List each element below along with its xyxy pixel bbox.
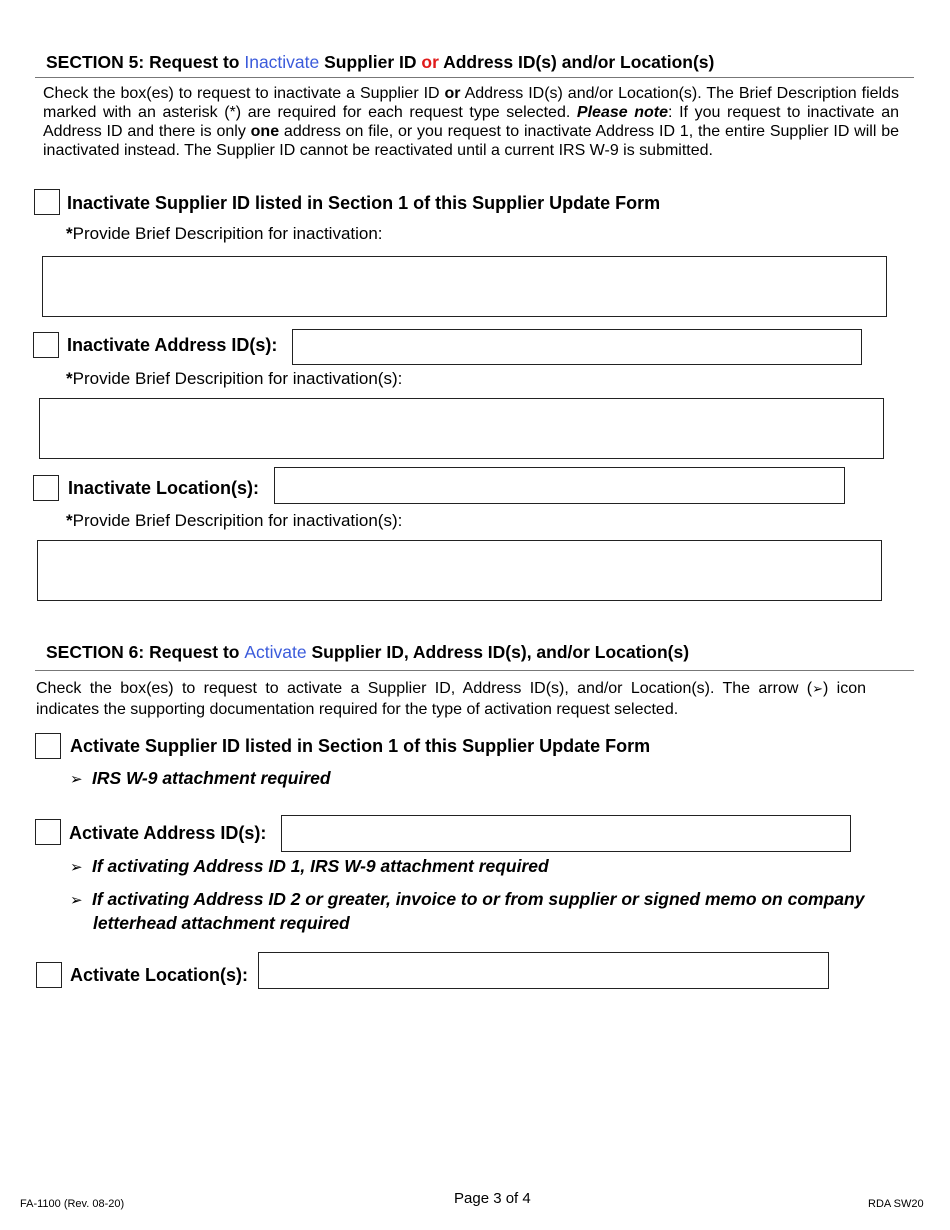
section5-divider bbox=[35, 77, 914, 78]
inactivate-location-label: Inactivate Location(s): bbox=[68, 478, 260, 498]
location-description-field[interactable] bbox=[37, 540, 882, 601]
supplier-requirement-text: IRS W-9 attachment required bbox=[92, 768, 331, 788]
desc-location-label bbox=[66, 511, 402, 531]
section6-intro-pre: Check the box(es) to request to activate a Supplier ID, Address ID(s), and/or Location(s). The arrow ( bbox=[36, 680, 813, 697]
section6-title bbox=[46, 642, 689, 663]
asterisk: * bbox=[66, 224, 73, 243]
activate-address-id-field[interactable] bbox=[281, 815, 851, 852]
arrow-icon: ➢ bbox=[70, 771, 83, 788]
desc-address-text: Provide Brief Descripition for inactivation(s): bbox=[72, 369, 403, 388]
arrow-icon: ➢ bbox=[70, 892, 83, 909]
intro-note-label: Please note bbox=[576, 104, 669, 121]
arrow-icon: ➢ bbox=[812, 681, 823, 696]
intro-one: one bbox=[250, 123, 280, 140]
intro-or: or bbox=[444, 85, 461, 102]
inactivate-location-field[interactable] bbox=[274, 467, 845, 504]
intro-text-1: Check the box(es) to request to inactivate a Supplier ID bbox=[43, 85, 445, 102]
section5-intro bbox=[43, 84, 899, 160]
inactivate-address-id-field[interactable] bbox=[292, 329, 862, 365]
address-requirement-2-text: If activating Address ID 2 or greater, invoice to or from supplier or signed memo on company letterhead attachment required bbox=[92, 889, 865, 933]
inactivate-address-checkbox[interactable] bbox=[33, 332, 59, 358]
asterisk: * bbox=[66, 511, 73, 530]
activate-address-label: Activate Address ID(s): bbox=[69, 823, 267, 843]
activate-address-checkbox[interactable] bbox=[35, 819, 61, 845]
supplier-requirement bbox=[70, 767, 331, 791]
activate-supplier-checkbox[interactable] bbox=[35, 733, 61, 759]
activate-location-label: Activate Location(s): bbox=[70, 965, 249, 985]
section6-title-post: Supplier ID, Address ID(s), and/or Location(s) bbox=[306, 642, 690, 662]
section6-title-pre: SECTION 6: Request to bbox=[46, 642, 245, 662]
desc-supplier-label bbox=[66, 224, 383, 244]
inactivate-supplier-label: Inactivate Supplier ID listed in Section 1 of this Supplier Update Form bbox=[67, 193, 661, 213]
activate-supplier-label: Activate Supplier ID listed in Section 1 of this Supplier Update Form bbox=[70, 736, 651, 756]
asterisk: * bbox=[66, 369, 73, 388]
intro-text-3: : If you request to inactivate an Address ID and there is only bbox=[43, 104, 899, 140]
section5-title-pre: SECTION 5: Request to bbox=[46, 52, 245, 72]
supplier-description-field[interactable] bbox=[42, 256, 887, 317]
section6-intro-post: ) icon indicates the supporting documentation required for the type of activation request selected. bbox=[36, 680, 867, 718]
section5-title-or: or bbox=[421, 52, 439, 72]
section6-divider bbox=[35, 670, 914, 671]
intro-text-4: address on file, or you request to inactivate Address ID 1, the entire Supplier ID will be inactivated instead. The Supplier ID cannot be reactivated until a current IRS W-9 is submitted. bbox=[43, 123, 900, 159]
section5-title-mid: Supplier ID bbox=[319, 52, 422, 72]
activate-location-checkbox[interactable] bbox=[36, 962, 62, 988]
desc-supplier-text: Provide Brief Descripition for inactivation: bbox=[72, 224, 383, 243]
address-requirement-1 bbox=[70, 855, 549, 879]
inactivate-address-label: Inactivate Address ID(s): bbox=[67, 335, 278, 355]
inactivate-location-checkbox[interactable] bbox=[33, 475, 59, 501]
section5-title-highlight: Inactivate bbox=[244, 52, 320, 72]
desc-location-text: Provide Brief Descripition for inactivation(s): bbox=[72, 511, 403, 530]
section6-title-highlight: Activate bbox=[244, 642, 307, 662]
address-requirement-2 bbox=[70, 888, 873, 934]
inactivate-supplier-checkbox[interactable] bbox=[34, 189, 60, 215]
activate-location-field[interactable] bbox=[258, 952, 829, 989]
arrow-icon: ➢ bbox=[70, 859, 83, 876]
address-requirement-1-text: If activating Address ID 1, IRS W-9 attachment required bbox=[92, 856, 549, 876]
desc-address-label bbox=[66, 369, 402, 389]
form-id: FA-1100 (Rev. 08-20) bbox=[20, 1198, 125, 1210]
intro-text-2: Address ID(s) and/or Location(s). The Brief Description fields marked with an asterisk (*) are required for each request type selected. bbox=[43, 85, 899, 121]
page-number: Page 3 of 4 bbox=[454, 1190, 531, 1207]
section5-title bbox=[46, 52, 714, 73]
section5-title-post: Address ID(s) and/or Location(s) bbox=[438, 52, 715, 72]
address-description-field[interactable] bbox=[39, 398, 884, 459]
section6-intro bbox=[36, 678, 866, 720]
form-code: RDA SW20 bbox=[868, 1198, 924, 1210]
